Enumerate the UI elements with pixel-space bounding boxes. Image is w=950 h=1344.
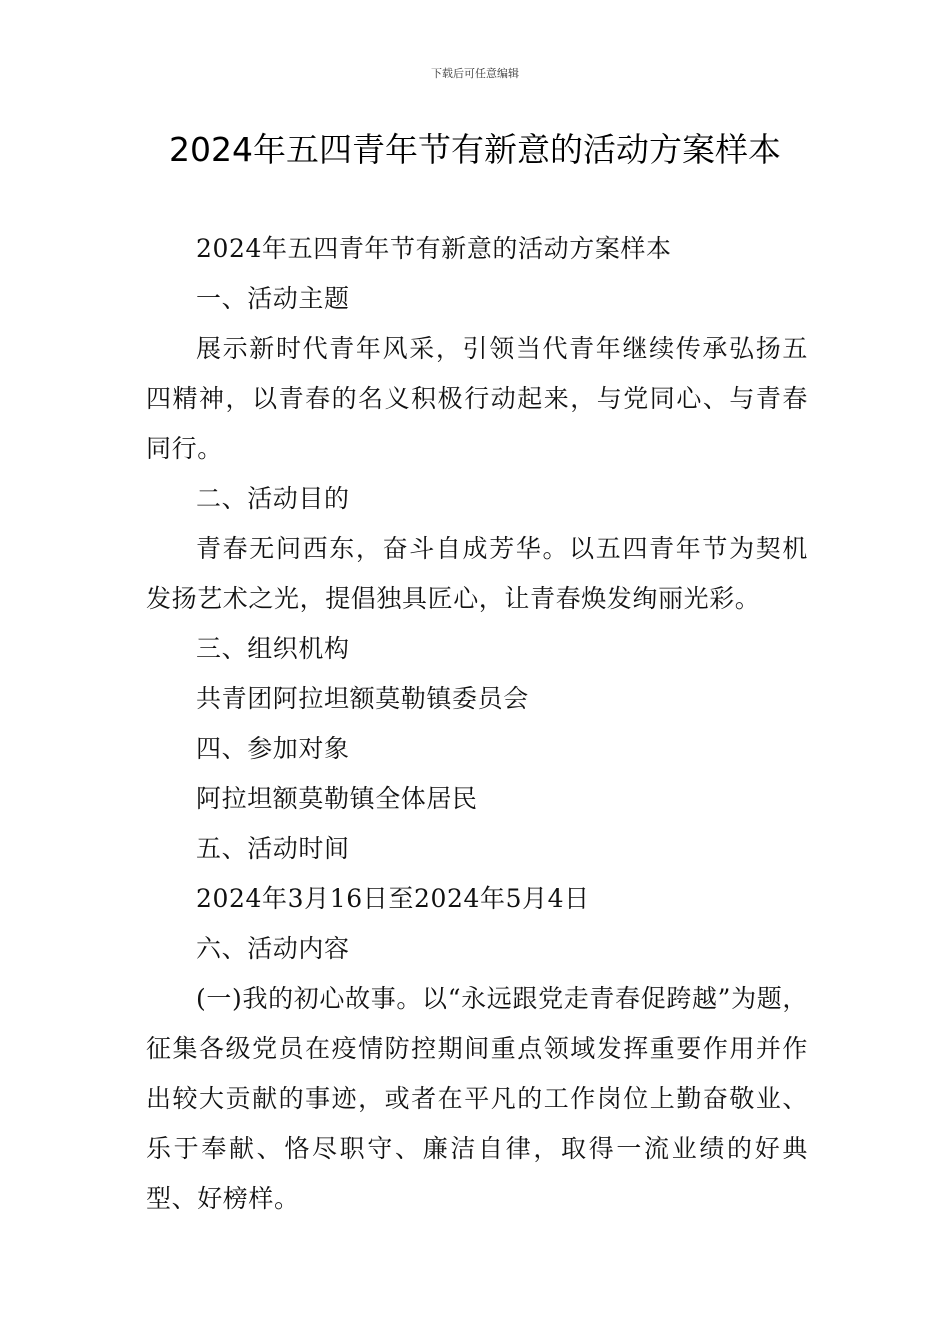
- paragraph-participants: 阿拉坦额莫勒镇全体居民: [196, 784, 478, 813]
- heading-activity-content: 六、活动内容: [196, 934, 350, 963]
- heading-activity-time: 五、活动时间: [196, 834, 350, 863]
- paragraph-activity-time: 2024年3月16日至2024年5月4日: [196, 884, 590, 913]
- paragraph-activity-purpose: 青春无问西东，奋斗自成芳华。以五四青年节为契机发扬艺术之光，提倡独具匠心，让青春焕发绚丽光彩。: [146, 534, 808, 613]
- paragraph-subtitle: 2024年五四青年节有新意的活动方案样本: [196, 234, 672, 263]
- paragraph-activity-theme: 展示新时代青年风采，引领当代青年继续传承弘扬五四精神，以青春的名义积极行动起来，与党同心、与青春同行。: [146, 334, 808, 463]
- paragraph-organization: 共青团阿拉坦额莫勒镇委员会: [196, 684, 529, 713]
- heading-participants: 四、参加对象: [196, 734, 350, 763]
- document-body: [146, 224, 808, 1224]
- heading-organization: 三、组织机构: [196, 634, 350, 663]
- paragraph-activity-content: (一)我的初心故事。以“永远跟党走青春促跨越”为题，征集各级党员在疫情防控期间重点领域发挥重要作用并作出较大贡献的事迹，或者在平凡的工作岗位上勤奋敬业、乐于奉献、恪尽职守、廉洁自律，取得一流业绩的好典型、好榜样。: [146, 984, 808, 1213]
- document-title: 2024年五四青年节有新意的活动方案样本: [169, 130, 781, 169]
- heading-activity-purpose: 二、活动目的: [196, 484, 350, 513]
- heading-activity-theme: 一、活动主题: [196, 284, 350, 313]
- header-note: 下载后可任意编辑: [431, 67, 519, 80]
